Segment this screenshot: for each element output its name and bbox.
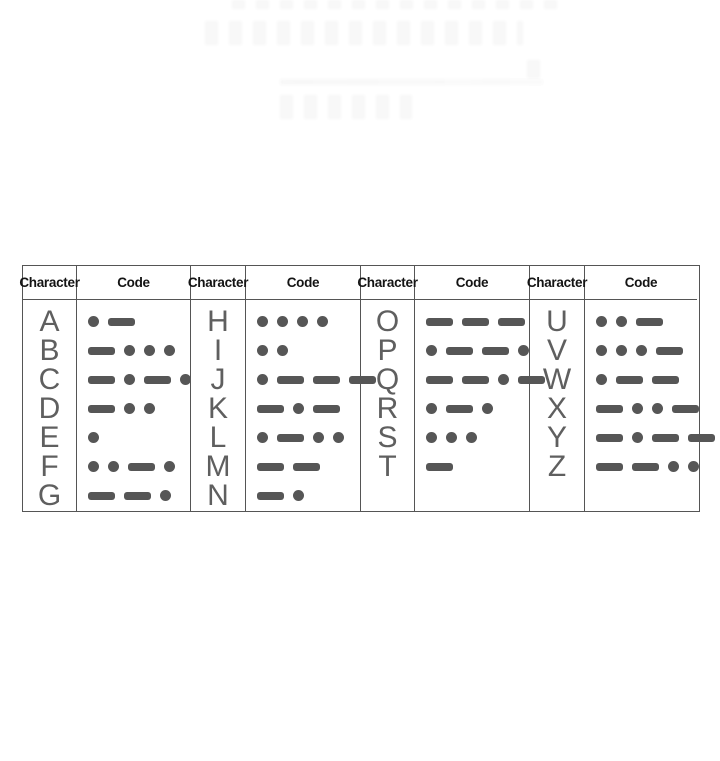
character-column	[191, 300, 246, 511]
morse-dot-icon	[88, 316, 99, 327]
morse-dot-icon	[293, 490, 304, 501]
character-cell: T	[378, 449, 397, 483]
morse-dot-icon	[333, 432, 344, 443]
character-cell: M	[205, 449, 231, 483]
header-code: Code	[415, 266, 530, 300]
character-cell: A	[39, 304, 60, 338]
morse-dot-icon	[293, 403, 304, 414]
watermark-mark-small	[527, 60, 541, 78]
morse-dash-icon	[277, 376, 304, 384]
morse-code-cell	[246, 307, 360, 336]
morse-dash-icon	[313, 405, 340, 413]
morse-dot-icon	[313, 432, 324, 443]
morse-dash-icon	[446, 347, 473, 355]
character-cell: L	[209, 420, 227, 454]
morse-dash-icon	[257, 463, 284, 471]
morse-code-cell	[585, 336, 697, 365]
morse-dash-icon	[257, 405, 284, 413]
character-cell: K	[207, 391, 228, 425]
code-column	[415, 300, 530, 511]
morse-dash-icon	[257, 492, 284, 500]
character-cell: D	[38, 391, 61, 425]
morse-dot-icon	[482, 403, 493, 414]
morse-dash-icon	[128, 463, 155, 471]
character-cell: F	[40, 449, 59, 483]
character-cell: W	[542, 362, 572, 396]
morse-dot-icon	[108, 461, 119, 472]
morse-dot-icon	[596, 316, 607, 327]
watermark-handwriting-row1	[205, 21, 523, 45]
character-cell: S	[377, 420, 398, 454]
morse-dash-icon	[596, 405, 623, 413]
morse-dot-icon	[636, 345, 647, 356]
morse-dot-icon	[317, 316, 328, 327]
morse-dash-icon	[498, 318, 525, 326]
header-character: Character	[530, 266, 585, 300]
morse-dash-icon	[596, 434, 623, 442]
watermark-handwriting-top	[232, 0, 562, 9]
morse-dot-icon	[257, 432, 268, 443]
morse-dash-icon	[426, 376, 453, 384]
morse-dash-icon	[652, 434, 679, 442]
morse-dot-icon	[88, 461, 99, 472]
morse-dot-icon	[596, 345, 607, 356]
morse-dash-icon	[656, 347, 683, 355]
morse-dot-icon	[632, 432, 643, 443]
character-cell: Z	[547, 449, 567, 483]
morse-dash-icon	[88, 492, 115, 500]
morse-dot-icon	[616, 316, 627, 327]
character-cell: B	[39, 333, 60, 367]
header-character: Character	[191, 266, 246, 300]
table-body	[23, 300, 699, 511]
morse-code-cell	[415, 336, 529, 365]
morse-dash-icon	[482, 347, 509, 355]
character-cell: I	[213, 333, 223, 367]
morse-dot-icon	[124, 403, 135, 414]
morse-dash-icon	[426, 463, 453, 471]
morse-dash-icon	[672, 405, 699, 413]
morse-dash-icon	[124, 492, 151, 500]
character-column	[361, 300, 415, 511]
morse-dash-icon	[446, 405, 473, 413]
morse-code-cell	[585, 423, 697, 452]
morse-dot-icon	[257, 316, 268, 327]
morse-dash-icon	[313, 376, 340, 384]
morse-dash-icon	[426, 318, 453, 326]
character-cell: P	[377, 333, 398, 367]
character-cell: H	[207, 304, 229, 338]
morse-dot-icon	[652, 403, 663, 414]
morse-code-cell	[77, 365, 190, 394]
morse-code-cell	[77, 452, 190, 481]
morse-dash-icon	[596, 463, 623, 471]
morse-dash-icon	[688, 434, 715, 442]
character-cell: O	[375, 304, 400, 338]
character-cell: N	[207, 478, 229, 512]
character-cell: J	[210, 362, 226, 396]
morse-dot-icon	[277, 316, 288, 327]
character-cell: X	[546, 391, 567, 425]
morse-code-cell	[585, 365, 697, 394]
morse-dot-icon	[498, 374, 509, 385]
morse-dot-icon	[164, 461, 175, 472]
morse-dot-icon	[426, 403, 437, 414]
character-cell: R	[376, 391, 399, 425]
morse-dot-icon	[466, 432, 477, 443]
morse-dot-icon	[257, 345, 268, 356]
morse-dot-icon	[88, 432, 99, 443]
morse-code-cell	[415, 365, 529, 394]
morse-dash-icon	[462, 376, 489, 384]
character-cell: Q	[375, 362, 400, 396]
morse-code-cell	[77, 423, 190, 452]
morse-code-cell	[246, 365, 360, 394]
morse-dot-icon	[144, 403, 155, 414]
morse-code-cell	[77, 481, 190, 510]
header-code: Code	[77, 266, 191, 300]
header-code: Code	[246, 266, 361, 300]
morse-dot-icon	[688, 461, 699, 472]
character-column	[23, 300, 77, 511]
code-column	[77, 300, 191, 511]
morse-dot-icon	[518, 345, 529, 356]
morse-dash-icon	[293, 463, 320, 471]
header-character: Character	[361, 266, 415, 300]
morse-code-cell	[246, 452, 360, 481]
morse-dot-icon	[180, 374, 191, 385]
morse-code-cell	[585, 394, 697, 423]
morse-dot-icon	[616, 345, 627, 356]
morse-dot-icon	[596, 374, 607, 385]
morse-dash-icon	[636, 318, 663, 326]
character-cell: G	[37, 478, 62, 512]
morse-dot-icon	[297, 316, 308, 327]
morse-dash-icon	[652, 376, 679, 384]
morse-code-cell	[246, 336, 360, 365]
morse-code-table	[19, 265, 700, 512]
morse-code-cell	[415, 394, 529, 423]
morse-dot-icon	[426, 345, 437, 356]
morse-dot-icon	[277, 345, 288, 356]
morse-code-cell	[246, 481, 360, 510]
morse-code-cell	[77, 307, 190, 336]
morse-dash-icon	[462, 318, 489, 326]
morse-dash-icon	[88, 347, 115, 355]
code-column	[246, 300, 361, 511]
morse-dash-icon	[144, 376, 171, 384]
morse-code-cell	[415, 423, 529, 452]
morse-code-cell	[415, 452, 529, 481]
morse-code-cell	[585, 452, 697, 481]
morse-dot-icon	[257, 374, 268, 385]
morse-dot-icon	[160, 490, 171, 501]
morse-code-cell	[585, 307, 697, 336]
morse-dash-icon	[108, 318, 135, 326]
character-cell: Y	[546, 420, 567, 454]
morse-code-cell	[77, 336, 190, 365]
morse-code-cell	[415, 307, 529, 336]
character-cell: E	[39, 420, 60, 454]
morse-dot-icon	[668, 461, 679, 472]
morse-code-cell	[246, 423, 360, 452]
morse-dot-icon	[124, 374, 135, 385]
code-column	[585, 300, 697, 511]
header-character: Character	[23, 266, 77, 300]
morse-code-cell	[77, 394, 190, 423]
header-code: Code	[585, 266, 697, 300]
morse-dash-icon	[616, 376, 643, 384]
morse-dash-icon	[632, 463, 659, 471]
watermark-faint-line	[280, 79, 543, 85]
character-cell: C	[38, 362, 61, 396]
morse-dot-icon	[632, 403, 643, 414]
morse-dot-icon	[164, 345, 175, 356]
morse-dot-icon	[426, 432, 437, 443]
morse-dot-icon	[446, 432, 457, 443]
character-column	[530, 300, 585, 511]
morse-code-cell	[246, 394, 360, 423]
morse-dash-icon	[277, 434, 304, 442]
morse-dot-icon	[124, 345, 135, 356]
character-cell: U	[546, 304, 568, 338]
character-cell: V	[546, 333, 567, 367]
morse-dot-icon	[144, 345, 155, 356]
watermark-handwriting-row2	[280, 95, 412, 119]
morse-dash-icon	[88, 376, 115, 384]
table-header-row	[19, 266, 699, 300]
morse-dash-icon	[88, 405, 115, 413]
